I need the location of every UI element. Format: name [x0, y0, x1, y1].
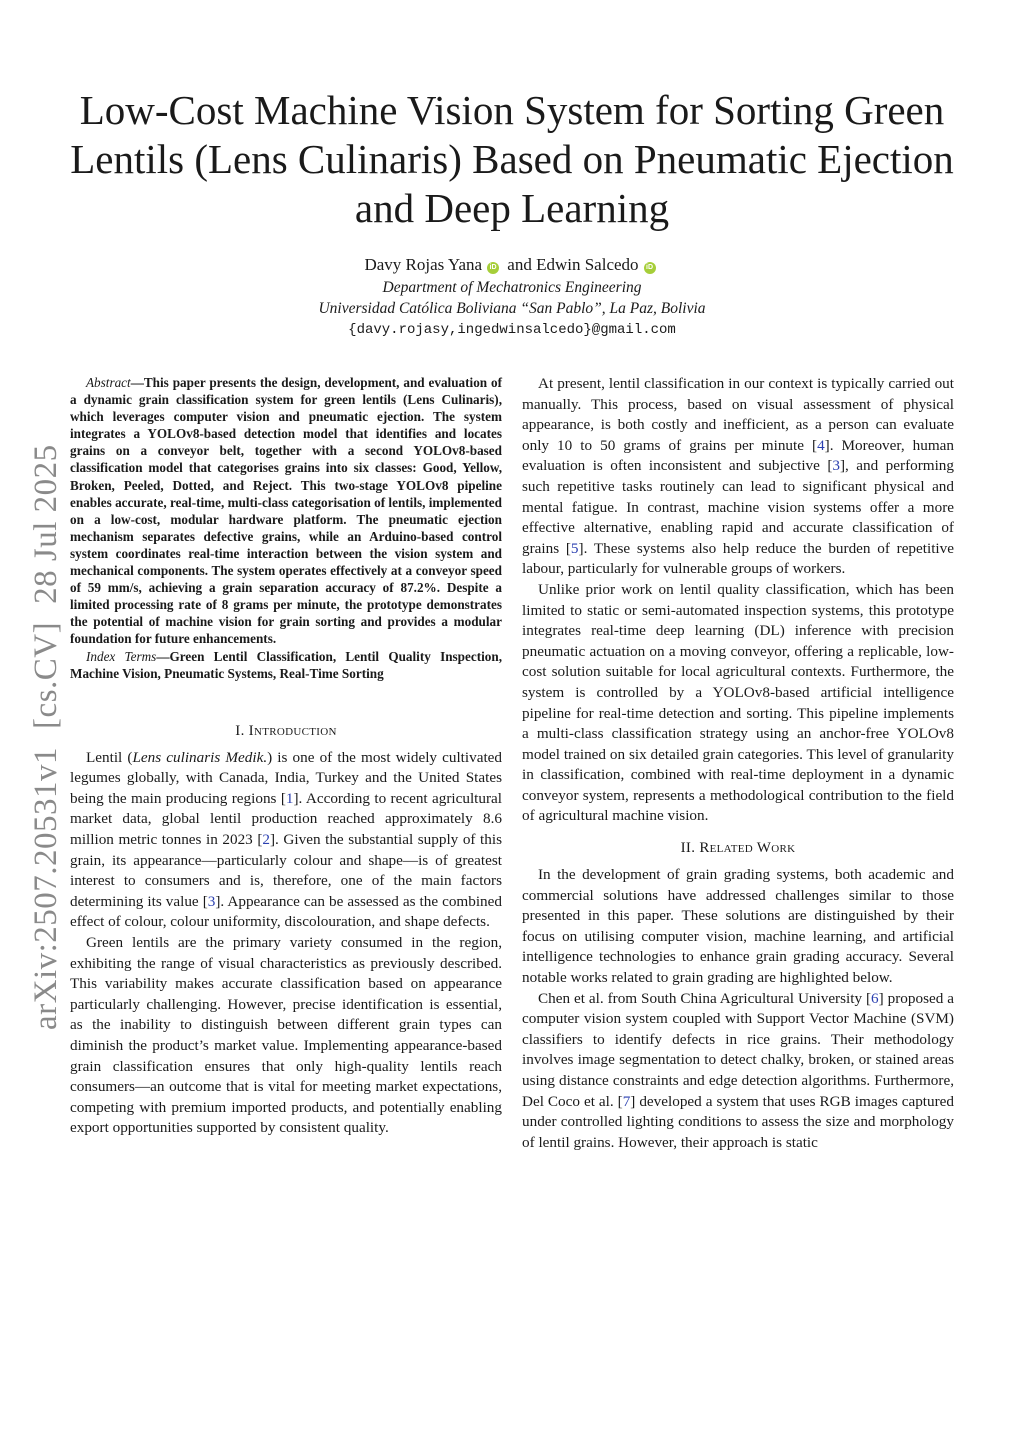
abstract-label: Abstract	[86, 375, 131, 390]
intro-paragraph-3: At present, lentil classification in our context is typically carried out manually. This process, based on visual assessment of physical appearance, is both costly and inefficient, as a person can evaluate only 10 to 50 grams of grains per minute [4]. Moreover, human evaluation is often inconsistent and subjective [3], and performing such repetitive tasks routinely can lead to significant physical and mental fatigue. In contrast, machine vision systems offer a more effective alternative, enabling rapid and accurate classification of grains [5]. These systems also help reduce the burden of repetitive labour, particularly for vulnerable groups of workers.	[522, 375, 954, 578]
intro-paragraph-2: Green lentils are the primary variety consumed in the region, exhibiting the range of visual characteristics as previously described. This variability makes accurate classification based on appearance particularly challenging. However, precise identification is essential, as the inability to distinguish between different grain types can diminish the product’s market value. Implementing appearance-based grain classification ensures that only high-quality lentils reach consumers—an outcome that is vital for meeting market expectations, competing with premium imported products, and potentially enabling export opportunities supported by consistent quality.	[70, 934, 502, 1137]
right-column	[522, 374, 954, 1153]
affiliation-university: Universidad Católica Boliviana “San Pablo”, La Paz, Bolivia	[318, 300, 706, 317]
author-name: Edwin Salcedo	[536, 255, 639, 274]
related-work-paragraph-2: Chen et al. from South China Agricultural University [6] proposed a computer vision system coupled with Support Vector Machine (SVM) classifiers to identify defects in rice grains. Their methodology involves image segmentation to detect chalky, broken, or stained areas using distance constraints and edge detection algorithms. Furthermore, Del Coco et al. [7] developed a system that uses RGB images captured under controlled lighting conditions to assess the size and morphology of lentil grains. However, their approach is static	[522, 989, 955, 1151]
citation-link[interactable]: 5	[570, 539, 579, 557]
left-column	[70, 374, 502, 1139]
citation-link[interactable]: 2	[262, 831, 270, 849]
section-heading-related-work: II. Related Work	[680, 840, 796, 857]
abstract-text: —This paper presents the design, development, and evaluation of a dynamic grain classification system for green lentils (Lens Culinaris), which leverages computer vision and pneumatic ejection. The system integrates a YOLOv8-based detection model that identifies and locates grains on a conveyor belt, together with a second YOLOv8-based classification model that categorises grains into six classes: Good, Yellow, Broken, Peeled, Dotted, and Reject. This two-stage YOLOv8 pipeline enables accurate, real-time, multi-class categorisation of lentils, implemented on a low-cost, modular hardware platform. The pneumatic ejection mechanism separates defective grains, while an Arduino-based control system coordinates real-time interaction between the vision system and mechanical components. The system operates effectively at a conveyor speed of 59 mm/s, achieving a grain separation accuracy of 87.2%. Despite a limited processing rate of 8 grams per minute, the prototype demonstrates the potential of machine vision for grain sorting and provides a modular foundation for future enhancements.	[70, 375, 502, 647]
intro-paragraph-4: Unlike prior work on lentil quality classification, which has been limited to static or semi-automated inspection systems, this prototype integrates real-time deep learning (DL) inference with precision pneumatic actuation on a moving conveyor, offering a replicable, low-cost solution suitable for local agricultural contexts. Furthermore, the system is controlled by a YOLOv8-based artificial intelligence pipeline for real-time detection and sorting. This pipeline implements a multi-class classification strategy using an anchor-free YOLOv8 model trained on six detailed grain categories. This level of granularity in classification, combined with real-time deployment in a dynamic conveyor system, represents a methodological contribution to the field of agricultural machine vision.	[522, 580, 954, 825]
index-terms-label: Index Terms	[86, 648, 157, 664]
abstract	[70, 374, 502, 648]
authors	[60, 255, 964, 275]
arxiv-side-label: arXiv:2507.20531v1[cs.CV]28 Jul 2025	[28, 444, 64, 1030]
orcid-icon[interactable]: iD	[644, 262, 656, 274]
citation-link[interactable]: 6	[871, 989, 879, 1007]
paper-title: Low-Cost Machine Vision System for Sorting Green Lentils (Lens Culinaris) Based on Pneumatic Ejection and Deep Learning	[70, 87, 954, 231]
author-name: Davy Rojas Yana	[364, 255, 483, 274]
intro-paragraph-1: Lentil (Lens culinaris Medik.) is one of the most widely cultivated legumes globally, with Canada, India, Turkey and the United States being the main producing regions [1]. According to recent agricultural market data, global lentil production reached approximately 8.6 million metric tonnes in 2023 [2]. Given the substantial supply of this grain, its appearance—particularly colour and shape—is of greatest interest to consumers and is, therefore, one of the main factors determining its value [3]. Appearance can be assessed as the combined effect of colour, colour uniformity, discolouration, and shape defects.	[70, 748, 503, 931]
index-terms	[70, 648, 502, 682]
related-work-paragraph-1: In the development of grain grading systems, both academic and commercial solutions have addressed challenges similar to those presented in this paper. These solutions are distinguished by their focus on utilising computer vision, machine learning, and artificial intelligence technologies to enhance grain grading accuracy. Several notable works related to grain grading are highlighted below.	[522, 866, 954, 987]
citation-link[interactable]: 7	[622, 1092, 631, 1110]
author-emails: {davy.rojasy,ingedwinsalcedo}@gmail.com	[348, 322, 676, 338]
citation-link[interactable]: 3	[207, 892, 216, 910]
citation-link[interactable]: 3	[832, 457, 840, 475]
index-terms-text: —Green Lentil Classification, Lentil Quality Inspection, Machine Vision, Pneumatic Systems, Real-Time Sorting	[70, 648, 502, 681]
author-connector: and	[507, 255, 532, 274]
orcid-icon[interactable]: iD	[487, 262, 499, 274]
citation-link[interactable]: 1	[285, 789, 294, 807]
section-heading-introduction: I. Introduction	[235, 722, 337, 739]
citation-link[interactable]: 4	[817, 436, 825, 454]
affiliation-department: Department of Mechatronics Engineering	[382, 279, 642, 296]
